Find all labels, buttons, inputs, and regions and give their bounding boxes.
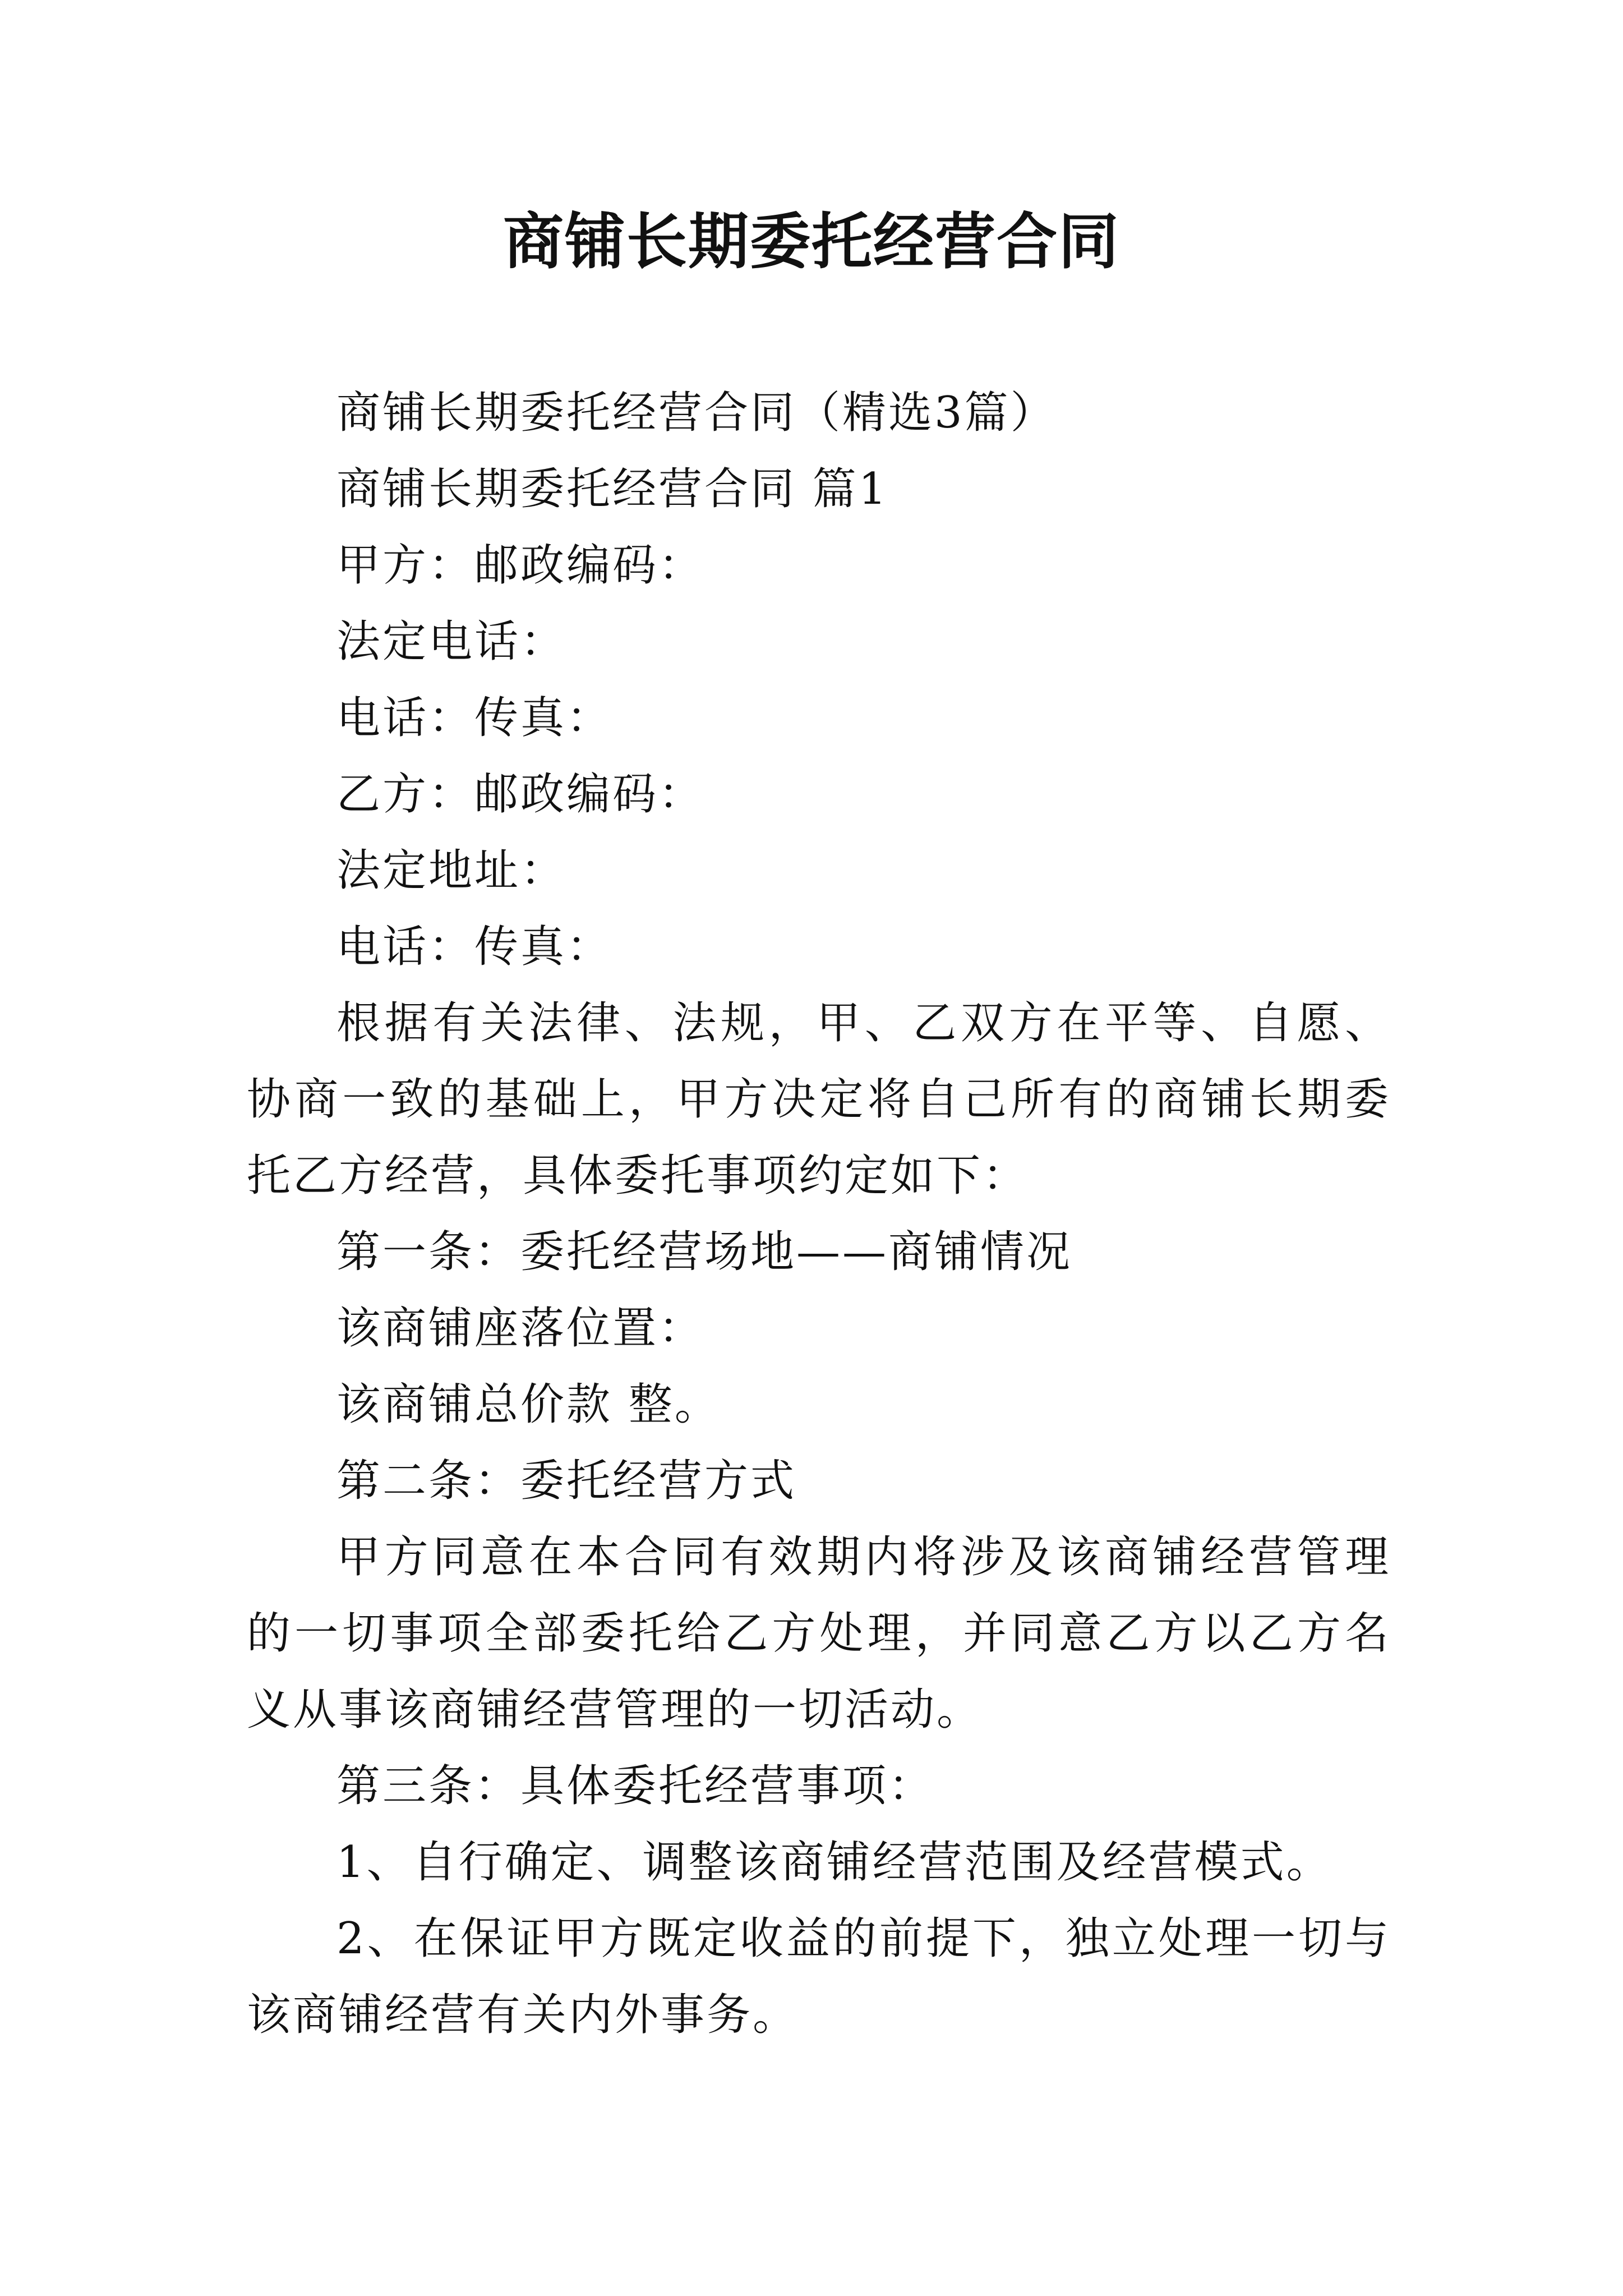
document-title: 商铺长期委托经营合同 — [502, 207, 1120, 277]
article-1-heading: 第一条：委托经营场地——商铺情况 — [336, 1227, 1073, 1277]
party-a-postal-line: 甲方：邮政编码： — [336, 540, 705, 591]
party-b-postal-line: 乙方：邮政编码： — [336, 769, 705, 820]
article-2-heading: 第二条：委托经营方式 — [336, 1456, 797, 1506]
subtitle-line: 商铺长期委托经营合同（精选3篇） — [336, 388, 1057, 438]
article-3-item-2: 2、在保证甲方既定收益的前提下，独立处理一切与该商铺经营有关内外事务。 — [247, 1913, 1391, 2040]
article-3-item-1: 1、自行确定、调整该商铺经营范围及经营模式。 — [336, 1837, 1332, 1888]
article-3-heading: 第三条：具体委托经营事项： — [336, 1761, 935, 1811]
section-heading: 商铺长期委托经营合同 篇1 — [336, 464, 889, 514]
phone-fax-line-a: 电话：传真： — [336, 693, 613, 743]
shop-location-line: 该商铺座落位置： — [336, 1303, 705, 1354]
shop-total-price-line: 该商铺总价款 整。 — [336, 1379, 721, 1430]
intro-paragraph: 根据有关法律、法规，甲、乙双方在平等、自愿、协商一致的基础上，甲方决定将自己所有的商铺长期委托乙方经营，具体委托事项约定如下： — [247, 998, 1391, 1201]
legal-phone-line: 法定电话： — [336, 616, 567, 667]
legal-address-line: 法定地址： — [336, 845, 567, 896]
document-body — [247, 375, 1391, 2053]
article-2-paragraph: 甲方同意在本合同有效期内将涉及该商铺经营管理的一切事项全部委托给乙方处理，并同意乙方以乙方名义从事该商铺经营管理的一切活动。 — [247, 1532, 1391, 1735]
phone-fax-line-b: 电话：传真： — [336, 922, 613, 972]
